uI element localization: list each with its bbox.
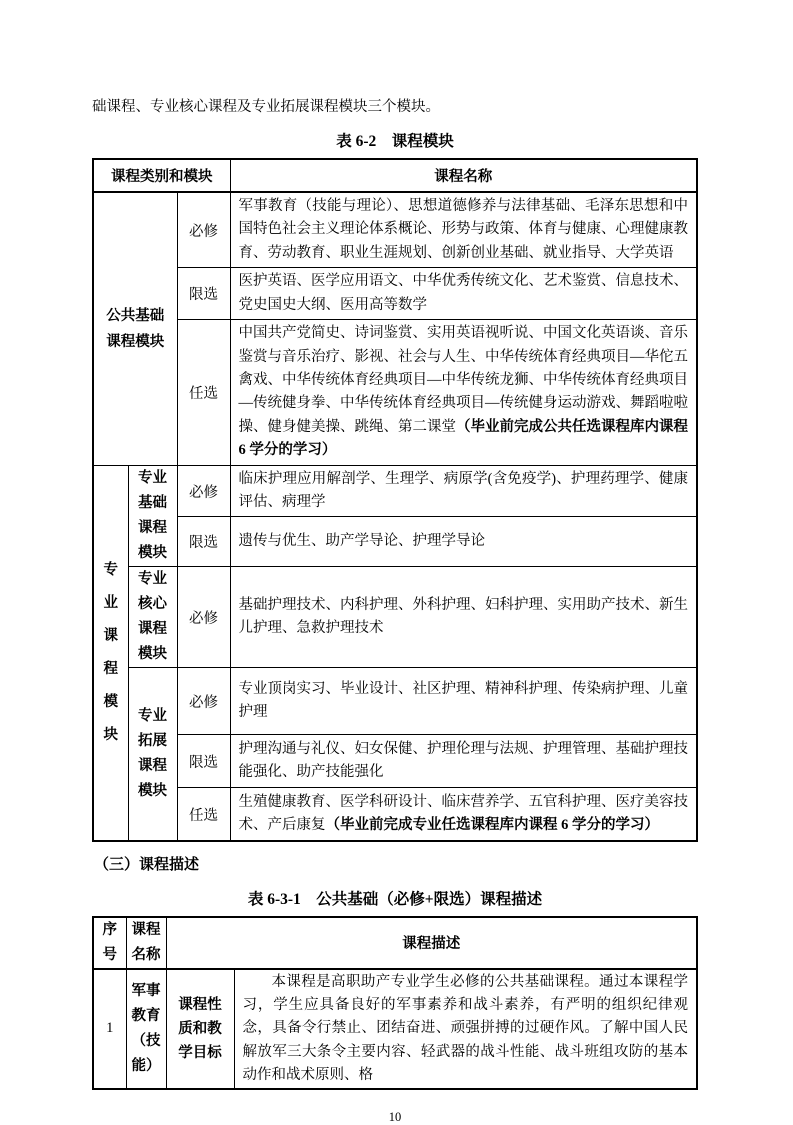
course-list-cell xyxy=(230,465,697,517)
table-row xyxy=(93,788,697,841)
course-list-text: 医护英语、医学应用语文、中华优秀传统文化、艺术鉴赏、信息技术、党史国史大纲、医用高等数学 xyxy=(238,273,689,313)
course-list-text: 遗传与优生、助产学导论、护理学导论 xyxy=(238,533,486,550)
aspect-cell: 课程性 质和教 学目标 xyxy=(166,969,234,1089)
table-row xyxy=(93,567,697,668)
course-type-cell: 必修 xyxy=(177,465,230,517)
module-label-public-basic: 公共基础 课程模块 xyxy=(93,192,177,465)
table-row xyxy=(93,320,697,465)
module-label-major-extension: 专业 拓展 课程 模块 xyxy=(128,668,177,841)
course-list-text: 护理沟通与礼仪、妇女保健、护理伦理与法规、护理管理、基础护理技能强化、助产技能强化 xyxy=(238,741,689,781)
table-6-2-title: 表 6-2 课程模块 xyxy=(336,133,454,150)
description-text: 本课程是高职助产专业学生必修的公共基础课程。通过本课程学习，学生应具备良好的军事素养和战斗素养，有严明的组织纪律观念，具备令行禁止、团结奋进、顽强拼搏的过硬作风。了解中国人民解放军三大条令主要内容、轻武器的战斗性能、战斗班组攻防的基本动作和战术原则、格 xyxy=(242,973,688,1083)
header-cell-course-name: 课程 名称 xyxy=(126,917,166,969)
course-list-text: 中国共产党简史、诗词鉴赏、实用英语视听说、中国文化英语谈、音乐鉴赏与音乐治疗、影视、社会与人生、中华传统体育经典项目—华佗五禽戏、中华传统体育经典项目—中华传统龙狮、中华传统体育经典项目—传统健身拳、中华传统体育经典项目—传统健身运动游戏、舞蹈啦啦操、健身健美操、跳绳、第二课堂 xyxy=(238,325,689,435)
course-list-text: 临床护理应用解剖学、生理学、病原学(含免疫学)、护理药理学、健康评估、病理学 xyxy=(238,470,689,511)
module-label-major-vertical: 专 业 课 程 模 块 xyxy=(93,465,128,841)
header-cell-number: 序 号 xyxy=(93,917,126,969)
table-row xyxy=(93,668,697,735)
course-list-text: 军事教育（技能与理论）、思想道德修养与法律基础、毛泽东思想和中国特色社会主义理论体系概论、形势与政策、体育与健康、心理健康教育、劳动教育、职业生涯规划、创新创业基础、就业指导、大学英语 xyxy=(238,198,689,261)
table-row xyxy=(93,917,697,969)
course-type-cell: 必修 xyxy=(177,668,230,735)
course-list-cell xyxy=(230,668,697,735)
row-number-cell: 1 xyxy=(93,969,126,1089)
table-row xyxy=(93,969,697,1089)
header-cell-description: 课程描述 xyxy=(166,917,697,969)
course-list-cell xyxy=(230,735,697,788)
header-cell-course-name: 课程名称 xyxy=(230,159,697,192)
course-list-text: 基础护理技术、内科护理、外科护理、妇科护理、实用助产技术、新生儿护理、急救护理技术 xyxy=(238,597,689,637)
course-type-cell: 任选 xyxy=(177,788,230,841)
section-heading-course-description: （三）课程描述 xyxy=(94,856,200,873)
course-type-cell: 限选 xyxy=(177,517,230,567)
course-list-cell xyxy=(230,517,697,567)
course-type-cell: 限选 xyxy=(177,268,230,320)
table-6-3-1-title: 表 6-3-1 公共基础（必修+限选）课程描述 xyxy=(247,890,543,908)
table-row xyxy=(93,517,697,567)
course-list-cell xyxy=(230,567,697,668)
table-6-3-1-course-description xyxy=(92,916,698,1090)
course-type-cell: 必修 xyxy=(177,192,230,268)
table-row xyxy=(93,159,697,192)
course-list-cell xyxy=(230,192,697,268)
module-label-major-basic: 专业 基础 课程 模块 xyxy=(128,465,177,567)
credit-note-bold: （毕业前完成专业任选课程库内课程 6 学分的学习） xyxy=(325,817,660,834)
course-list-text: 生殖健康教育、医学科研设计、临床营养学、五官科护理、医疗美容技术、产后康复 xyxy=(238,793,689,834)
table-row xyxy=(93,465,697,517)
description-cell xyxy=(234,969,697,1089)
credit-note-bold: （毕业前完成公共任选课程库内课程 6 学分的学习） xyxy=(238,418,689,459)
course-list-text: 专业顶岗实习、毕业设计、社区护理、精神科护理、传染病护理、儿童护理 xyxy=(238,681,689,721)
course-type-cell: 任选 xyxy=(177,320,230,465)
table-row xyxy=(93,268,697,320)
course-list-cell xyxy=(230,320,697,465)
module-label-major-core: 专业 核心 课程 模块 xyxy=(128,567,177,668)
intro-paragraph: 础课程、专业核心课程及专业拓展课程模块三个模块。 xyxy=(92,99,440,115)
course-list-cell xyxy=(230,788,697,841)
course-type-cell: 限选 xyxy=(177,735,230,788)
course-type-cell: 必修 xyxy=(177,567,230,668)
table-6-2-course-modules xyxy=(92,158,698,842)
table-row xyxy=(93,192,697,268)
course-list-cell xyxy=(230,268,697,320)
course-name-cell: 军事 教育 （技 能） xyxy=(126,969,166,1089)
table-row xyxy=(93,735,697,788)
page-number: 10 xyxy=(388,1109,402,1124)
header-cell-category: 课程类别和模块 xyxy=(93,159,230,192)
